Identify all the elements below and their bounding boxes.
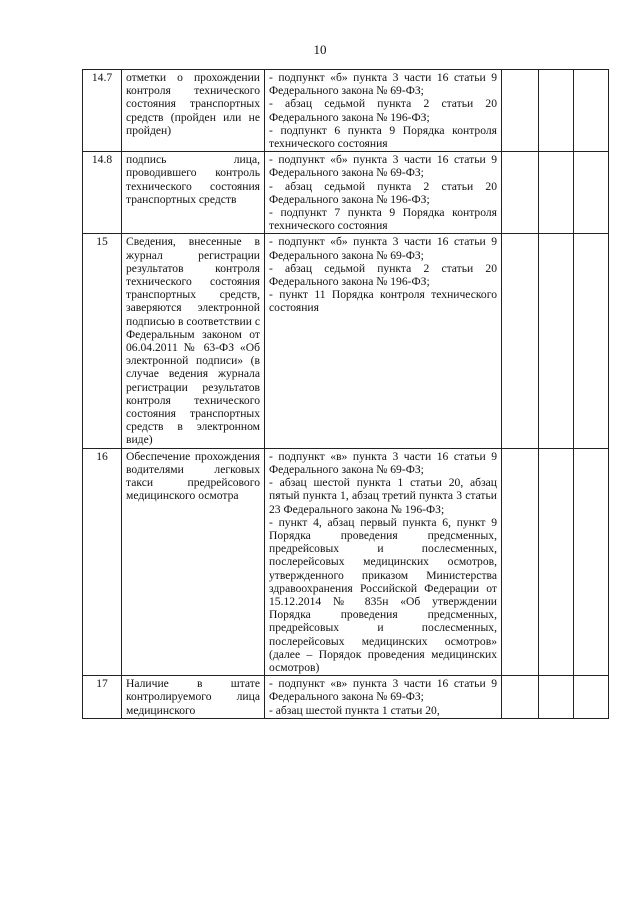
reference-item: - абзац седьмой пункта 2 статьи 20 Федерального закона № 196-ФЗ;	[269, 179, 497, 206]
question-cell	[122, 234, 265, 448]
answer-cell-yes[interactable]	[502, 152, 539, 234]
question-cell	[122, 152, 265, 234]
reference-item: - пункт 11 Порядка контроля технического состояния	[269, 288, 497, 315]
references-cell	[265, 152, 502, 234]
reference-item: - абзац седьмой пункта 2 статьи 20 Федерального закона № 196-ФЗ;	[269, 261, 497, 289]
question-cell	[122, 448, 265, 675]
answer-cell-no[interactable]	[539, 448, 574, 675]
reference-item: - подпункт «в» пункта 3 части 16 статьи 9 Федерального закона № 69-ФЗ;	[269, 677, 497, 704]
row-number: 15	[83, 234, 122, 448]
row-number: 17	[83, 676, 122, 719]
reference-item: - подпункт «б» пункта 3 части 16 статьи 9 Федерального закона № 69-ФЗ;	[269, 153, 497, 180]
question-text: подпись лица, проводившего контроль технического состояния транспортных средств	[126, 153, 260, 206]
references-cell	[265, 234, 502, 448]
question-cell	[122, 676, 265, 719]
references-cell	[265, 676, 502, 719]
row-number: 16	[83, 448, 122, 675]
table-row	[83, 234, 609, 448]
row-number: 14.8	[83, 152, 122, 234]
reference-item: - абзац шестой пункта 1 статьи 20,	[269, 703, 440, 717]
answer-cell-na[interactable]	[574, 676, 609, 719]
reference-item: - подпункт 7 пункта 9 Порядка контроля технического состояния	[269, 206, 497, 233]
question-text: отметки о прохождении контроля технического состояния транспортных средств (пройден или не пройден)	[126, 71, 260, 137]
answer-cell-na[interactable]	[574, 448, 609, 675]
table-row	[83, 676, 609, 719]
checklist-table	[82, 69, 609, 719]
answer-cell-no[interactable]	[539, 70, 574, 152]
page-number: 10	[313, 42, 327, 57]
reference-item: - подпункт «в» пункта 3 части 16 статьи 9 Федерального закона № 69-ФЗ;	[269, 449, 497, 476]
references-cell	[265, 70, 502, 152]
answer-cell-na[interactable]	[574, 234, 609, 448]
answer-cell-na[interactable]	[574, 70, 609, 152]
reference-item: - абзац седьмой пункта 2 статьи 20 Федерального закона № 196-ФЗ;	[269, 97, 497, 124]
row-number: 14.7	[83, 70, 122, 152]
table-row	[83, 70, 609, 152]
reference-item: - подпункт «б» пункта 3 части 16 статьи 9 Федерального закона № 69-ФЗ;	[269, 235, 497, 262]
reference-item: - подпункт «б» пункта 3 части 16 статьи 9 Федерального закона № 69-ФЗ;	[269, 71, 497, 98]
answer-cell-na[interactable]	[574, 152, 609, 234]
reference-item: - пункт 4, абзац первый пункта 6, пункт 9 Порядка проведения предсменных, предрейсовых и послесменных, послерейсовых медицинских осмотров, утвержденного приказом Министерства здравоохранения Российской Федерации от 15.12.2014 № 835н «Об утверждении Порядка проведения предсменных, предрейсовых и послесменных, послерейсовых медицинских осмотров» (далее – Порядок проведения медицинских осмотров)	[269, 515, 497, 674]
answer-cell-yes[interactable]	[502, 448, 539, 675]
answer-cell-no[interactable]	[539, 676, 574, 719]
question-text: Обеспечение прохождения водителями легковых такси предрейсового медицинского осмотра	[126, 449, 260, 503]
question-text: Наличие в штате контролируемого лица медицинского	[126, 677, 260, 717]
references-cell	[265, 448, 502, 675]
question-text: Сведения, внесенные в журнал регистрации результатов контроля технического состояния транспортных средств, заверяются электронной подписью в соответствии с Федеральным законом от 06.04.2011 № 63-ФЗ «Об электронной подписи» (в случае ведения журнала регистрации результатов контроля технического состояния транспортных средств в электронном виде)	[126, 235, 260, 447]
reference-item: - абзац шестой пункта 1 статьи 20, абзац пятый пункта 1, абзац третий пункта 3 статьи 23 Федерального закона № 196-ФЗ;	[269, 476, 497, 516]
answer-cell-yes[interactable]	[502, 234, 539, 448]
reference-item: - подпункт 6 пункта 9 Порядка контроля технического состояния	[269, 123, 497, 151]
answer-cell-no[interactable]	[539, 234, 574, 448]
answer-cell-yes[interactable]	[502, 70, 539, 152]
table-row	[83, 448, 609, 675]
table-row	[83, 152, 609, 234]
question-cell	[122, 70, 265, 152]
answer-cell-no[interactable]	[539, 152, 574, 234]
answer-cell-yes[interactable]	[502, 676, 539, 719]
